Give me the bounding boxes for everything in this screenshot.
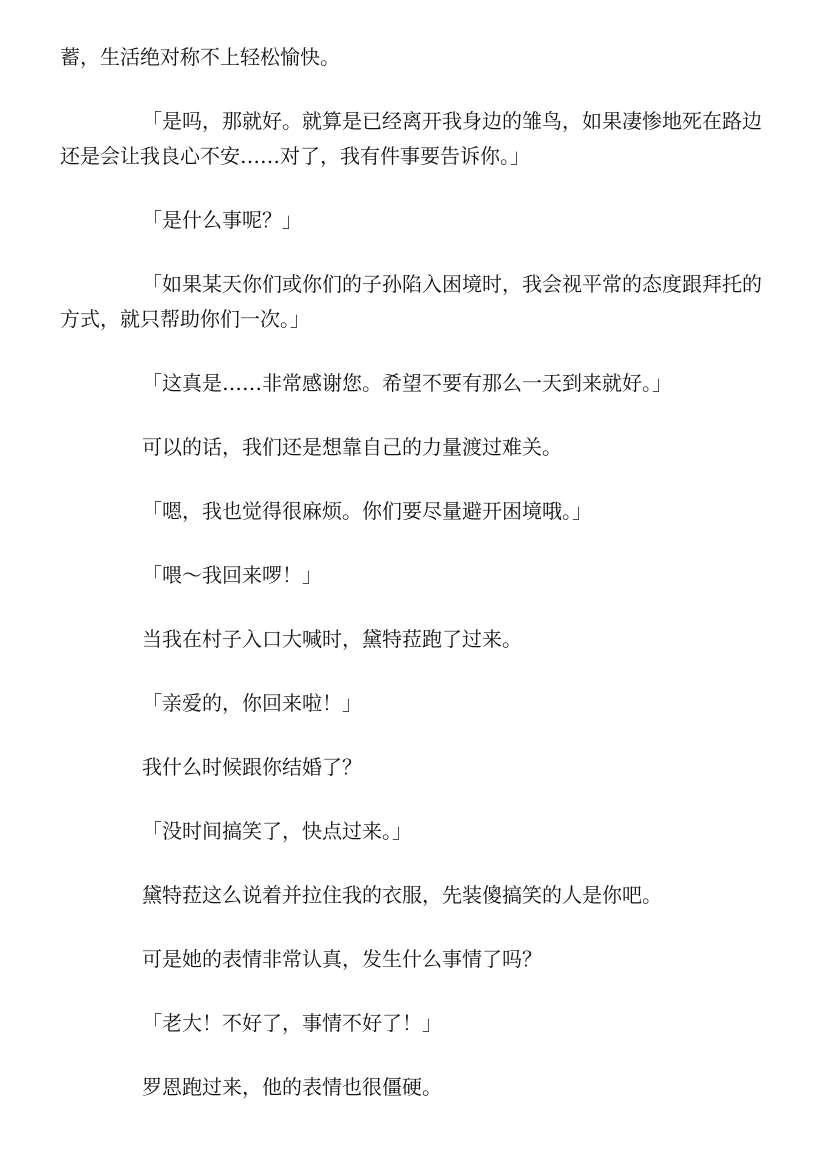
paragraph: 我什么时候跟你结婚了？ (142, 755, 362, 779)
paragraph: 「是什么事呢？」 (142, 208, 302, 232)
document-page (60, 40, 774, 1134)
paragraph: 「亲爱的，你回来啦！」 (142, 691, 362, 715)
paragraph: 罗恩跑过来，他的表情也很僵硬。 (142, 1075, 442, 1099)
paragraph: 「喂～我回来啰！」 (142, 563, 322, 587)
paragraph: 「如果某天你们或你们的子孙陷入困境时，我会视平常的态度跟拜托的方式，就只帮助你们一次。」 (60, 272, 762, 331)
paragraph: 「这真是……非常感谢您。希望不要有那么一天到来就好。」 (142, 371, 672, 395)
paragraph: 当我在村子入口大喊时，黛特菈跑了过来。 (142, 627, 522, 651)
paragraph: 可以的话，我们还是想靠自己的力量渡过难关。 (142, 435, 562, 459)
paragraph: 可是她的表情非常认真，发生什么事情了吗？ (142, 947, 542, 971)
paragraph: 蓄，生活绝对称不上轻松愉快。 (60, 45, 340, 69)
paragraph: 「老大！不好了，事情不好了！」 (142, 1011, 442, 1035)
paragraph: 「没时间搞笑了，快点过来。」 (142, 819, 412, 843)
paragraph: 「是吗，那就好。就算是已经离开我身边的雏鸟，如果凄惨地死在路边还是会让我良心不安……对了，我有件事要告诉你。」 (60, 109, 762, 168)
paragraph: 「嗯，我也觉得很麻烦。你们要尽量避开困境哦。」 (142, 499, 592, 523)
paragraph: 黛特菈这么说着并拉住我的衣服，先装傻搞笑的人是你吧。 (142, 883, 662, 907)
